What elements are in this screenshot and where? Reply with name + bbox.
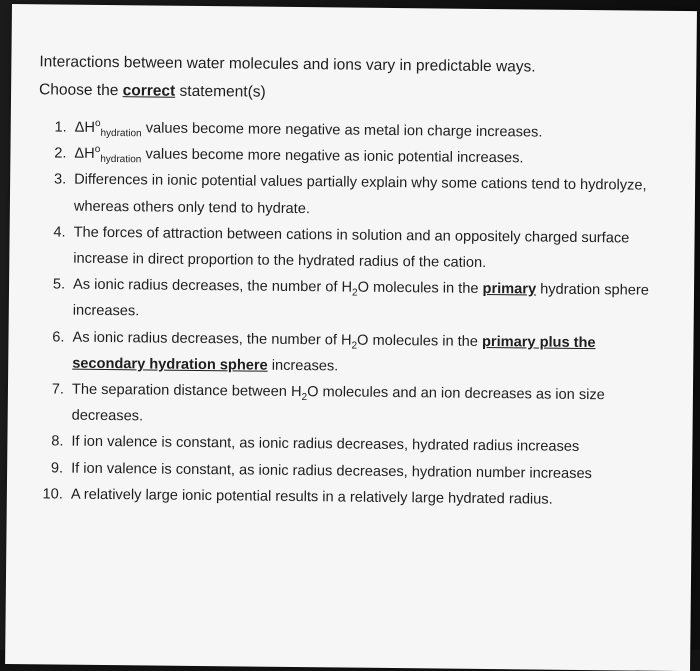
intro-line-2	[39, 76, 679, 111]
statement-number: 10.	[42, 486, 63, 503]
statement-text: ΔH	[74, 145, 95, 163]
statement-item[interactable]	[33, 271, 674, 330]
statement-text: hydration sphere increases.	[72, 281, 649, 320]
statement-list	[31, 114, 675, 514]
statement-text: values become more negative as ionic potential increases.	[141, 146, 524, 167]
statement-sub: hydration	[100, 127, 142, 140]
statement-number: 4.	[53, 224, 66, 241]
statement-text: A relatively large ionic potential results in a relatively large hydrated radius.	[70, 486, 553, 508]
statement-number: 7.	[51, 381, 65, 398]
statement-number: 6.	[52, 329, 65, 346]
statement-item[interactable]	[31, 481, 671, 514]
question-prompt	[39, 48, 680, 111]
statement-text: values become more negative as metal ion charge increases.	[141, 120, 543, 141]
intro-suffix: statement(s)	[175, 82, 266, 101]
statement-text: O molecules and an ion decreases as ion size decreases.	[71, 384, 605, 425]
intro-line-1: Interactions between water molecules and ions vary in predictable ways.	[39, 53, 536, 76]
statement-number: 3.	[53, 171, 67, 188]
statement-number: 1.	[54, 119, 67, 136]
statement-sup: o	[94, 144, 101, 156]
statement-number: 8.	[51, 433, 64, 450]
statement-emphasis: primary plus the secondary hydration sphere	[72, 333, 596, 374]
statement-emphasis: primary	[482, 281, 537, 298]
statement-text: If ion valence is constant, as ionic radius decreases, hydrated radius increases	[71, 434, 580, 456]
statement-text: As ionic radius decreases, the number of H	[72, 329, 352, 349]
statement-text: The forces of attraction between cations in solution and an oppositely charged surface increase in direct proportion to the hydrated radius of the cation.	[73, 224, 630, 271]
statement-item[interactable]	[34, 167, 675, 226]
question-sheet	[5, 4, 697, 671]
statement-sub: hydration	[100, 154, 142, 166]
statement-text: If ion valence is constant, as ionic radius decreases, hydration number increases	[71, 460, 592, 482]
intro-prefix: Choose the	[39, 81, 123, 100]
statement-text: O molecules in the	[357, 279, 483, 298]
statement-item[interactable]	[32, 376, 673, 435]
statement-text: ΔH	[74, 119, 96, 136]
statement-sub: 2	[301, 391, 308, 404]
statement-sup: o	[94, 118, 101, 130]
statement-number: 5.	[52, 276, 66, 293]
statement-text: The separation distance between H	[71, 381, 302, 401]
statement-number: 2.	[54, 145, 67, 162]
statement-text: Differences in ionic potential values partially explain why some cations tend to hydrolyze, whereas others only tend to hydrate.	[73, 172, 647, 217]
statement-item[interactable]	[32, 324, 673, 383]
statement-text: As ionic radius decreases, the number of H	[72, 276, 353, 296]
statement-item[interactable]	[33, 219, 674, 278]
statement-sub: 2	[351, 340, 358, 352]
statement-text: O molecules in the	[357, 332, 483, 350]
statement-text: increases.	[267, 357, 339, 375]
intro-emphasis: correct	[122, 82, 176, 100]
statement-sub: 2	[351, 287, 358, 299]
statement-number: 9.	[50, 460, 64, 477]
